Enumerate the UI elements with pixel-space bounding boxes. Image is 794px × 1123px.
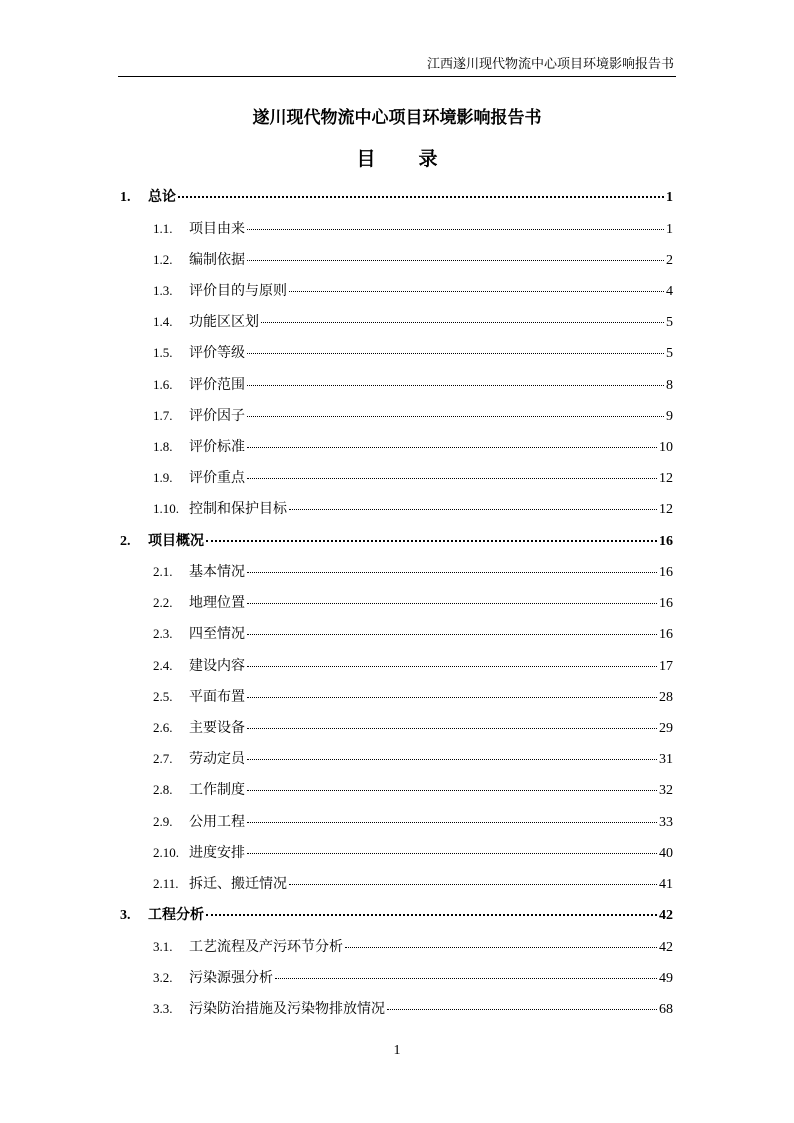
toc-number: 2.11. <box>153 876 179 891</box>
toc-number: 2.5. <box>153 689 173 704</box>
toc-number: 3.3. <box>153 1001 173 1016</box>
toc-text: 劳动定员 <box>189 751 245 767</box>
dot-leader <box>247 758 657 760</box>
dot-leader <box>247 228 664 230</box>
toc-page: 31 <box>659 752 673 767</box>
toc-text: 平面布置 <box>189 689 245 705</box>
dot-leader <box>275 977 657 979</box>
toc-number: 1.3. <box>153 283 173 298</box>
dot-leader <box>206 913 657 916</box>
toc-entry-1-4[interactable] <box>153 311 673 331</box>
toc-text: 进度安排 <box>189 845 245 861</box>
toc-page: 1 <box>666 190 673 205</box>
toc-text: 污染防治措施及污染物排放情况 <box>189 1001 385 1017</box>
toc-text: 评价等级 <box>189 345 245 361</box>
dot-leader <box>289 508 657 510</box>
toc-chapter-1[interactable] <box>120 186 673 206</box>
toc-text: 地理位置 <box>189 595 245 611</box>
toc-text: 基本情况 <box>189 564 245 580</box>
toc-entry-2-4[interactable] <box>153 655 673 675</box>
toc-number: 3.1. <box>153 939 173 954</box>
toc-page: 16 <box>659 565 673 580</box>
toc-number: 1.7. <box>153 408 173 423</box>
toc-page: 5 <box>666 315 673 330</box>
header-rule <box>118 76 676 77</box>
toc-page: 1 <box>666 222 673 237</box>
toc-page: 68 <box>659 1002 673 1017</box>
toc-entry-1-2[interactable] <box>153 249 673 269</box>
toc-entry-2-9[interactable] <box>153 811 673 831</box>
toc-page: 4 <box>666 284 673 299</box>
toc-page: 12 <box>659 471 673 486</box>
toc-page: 41 <box>659 877 673 892</box>
dot-leader <box>289 290 664 292</box>
toc-text: 项目概况 <box>148 533 204 549</box>
toc-entry-2-5[interactable] <box>153 686 673 706</box>
toc-number: 1.4. <box>153 314 173 329</box>
toc-number: 2.6. <box>153 720 173 735</box>
toc-number: 1.9. <box>153 470 173 485</box>
toc-heading: 目 录 <box>356 148 450 170</box>
toc-page: 16 <box>659 596 673 611</box>
dot-leader <box>247 259 664 261</box>
dot-leader <box>247 415 664 417</box>
toc-text: 总论 <box>148 189 176 205</box>
toc-text: 评价标准 <box>189 439 245 455</box>
toc-text: 功能区区划 <box>189 314 259 330</box>
toc-entry-1-6[interactable] <box>153 374 673 394</box>
toc-number: 1.2. <box>153 252 173 267</box>
toc-page: 42 <box>659 908 673 923</box>
toc-number: 2.8. <box>153 782 173 797</box>
dot-leader <box>247 789 657 791</box>
toc-text: 主要设备 <box>189 720 245 736</box>
toc-number: 2.2. <box>153 595 173 610</box>
toc-entry-1-8[interactable] <box>153 436 673 456</box>
toc-text: 公用工程 <box>189 814 245 830</box>
toc-number: 2.9. <box>153 814 173 829</box>
toc-text: 控制和保护目标 <box>189 501 287 517</box>
document-title: 遂川现代物流中心项目环境影响报告书 <box>252 108 542 128</box>
toc-text: 四至情况 <box>189 626 245 642</box>
toc-entry-2-10[interactable] <box>153 842 673 862</box>
toc-number: 1.10. <box>153 501 179 516</box>
toc-page: 17 <box>659 659 673 674</box>
toc-page: 12 <box>659 502 673 517</box>
dot-leader <box>247 477 657 479</box>
toc-entry-1-9[interactable] <box>153 467 673 487</box>
toc-page: 9 <box>666 409 673 424</box>
dot-leader <box>247 696 657 698</box>
toc-text: 拆迁、搬迁情况 <box>189 876 287 892</box>
toc-chapter-3[interactable] <box>120 904 673 924</box>
toc-page: 16 <box>659 627 673 642</box>
toc-chapter-2[interactable] <box>120 530 673 550</box>
toc-entry-2-6[interactable] <box>153 717 673 737</box>
toc-page: 49 <box>659 971 673 986</box>
toc-text: 评价范围 <box>189 377 245 393</box>
dot-leader <box>247 633 657 635</box>
page-number: 1 <box>393 1043 401 1058</box>
toc-number: 1.6. <box>153 377 173 392</box>
toc-page: 29 <box>659 721 673 736</box>
running-header: 江西遂川现代物流中心项目环境影响报告书 <box>426 57 674 72</box>
toc-text: 编制依据 <box>189 252 245 268</box>
toc-text: 建设内容 <box>189 658 245 674</box>
toc-text: 评价目的与原则 <box>189 283 287 299</box>
toc-text: 工艺流程及产污环节分析 <box>189 939 343 955</box>
toc-number: 1.5. <box>153 345 173 360</box>
toc-page: 40 <box>659 846 673 861</box>
toc-text: 项目由来 <box>189 221 245 237</box>
dot-leader <box>247 852 657 854</box>
toc-page: 10 <box>659 440 673 455</box>
dot-leader <box>247 602 657 604</box>
dot-leader <box>178 195 664 198</box>
toc-entry-1-1[interactable] <box>153 218 673 238</box>
dot-leader <box>247 821 657 823</box>
dot-leader <box>289 883 657 885</box>
toc-number: 2.4. <box>153 658 173 673</box>
toc-entry-1-5[interactable] <box>153 342 673 362</box>
toc-number: 1.1. <box>153 221 173 236</box>
dot-leader <box>247 571 657 573</box>
dot-leader <box>247 727 657 729</box>
toc-text: 污染源强分析 <box>189 970 273 986</box>
toc-page: 32 <box>659 783 673 798</box>
toc-entry-2-11[interactable] <box>153 873 673 893</box>
toc-entry-1-10[interactable] <box>153 498 673 518</box>
toc-page: 5 <box>666 346 673 361</box>
toc-page: 28 <box>659 690 673 705</box>
dot-leader <box>261 321 664 323</box>
toc-number: 2.7. <box>153 751 173 766</box>
toc-number: 2.3. <box>153 626 173 641</box>
toc-text: 评价重点 <box>189 470 245 486</box>
toc-page: 2 <box>666 253 673 268</box>
dot-leader <box>247 352 664 354</box>
toc-number: 3.2. <box>153 970 173 985</box>
dot-leader <box>247 446 657 448</box>
toc-entry-3-2[interactable] <box>153 967 673 987</box>
toc-page: 33 <box>659 815 673 830</box>
dot-leader <box>247 665 657 667</box>
toc-number: 1. <box>120 190 131 205</box>
toc-entry-3-3[interactable] <box>153 998 673 1018</box>
toc-number: 2.1. <box>153 564 173 579</box>
toc-entry-1-3[interactable] <box>153 280 673 300</box>
toc-number: 2.10. <box>153 845 179 860</box>
dot-leader <box>345 946 657 948</box>
toc-entry-2-2[interactable] <box>153 592 673 612</box>
toc-page: 42 <box>659 940 673 955</box>
toc-number: 1.8. <box>153 439 173 454</box>
toc-number: 3. <box>120 908 131 923</box>
toc-number: 2. <box>120 534 131 549</box>
toc-entry-3-1[interactable] <box>153 936 673 956</box>
toc-entry-2-3[interactable] <box>153 623 673 643</box>
toc-page: 16 <box>659 534 673 549</box>
toc-entry-2-8[interactable] <box>153 779 673 799</box>
dot-leader <box>247 384 664 386</box>
dot-leader <box>387 1008 657 1010</box>
toc-page: 8 <box>666 378 673 393</box>
dot-leader <box>206 539 657 542</box>
toc-entry-2-1[interactable] <box>153 561 673 581</box>
toc-text: 工程分析 <box>148 907 204 923</box>
toc-entry-1-7[interactable] <box>153 405 673 425</box>
toc-text: 评价因子 <box>189 408 245 424</box>
toc-text: 工作制度 <box>189 782 245 798</box>
toc-entry-2-7[interactable] <box>153 748 673 768</box>
